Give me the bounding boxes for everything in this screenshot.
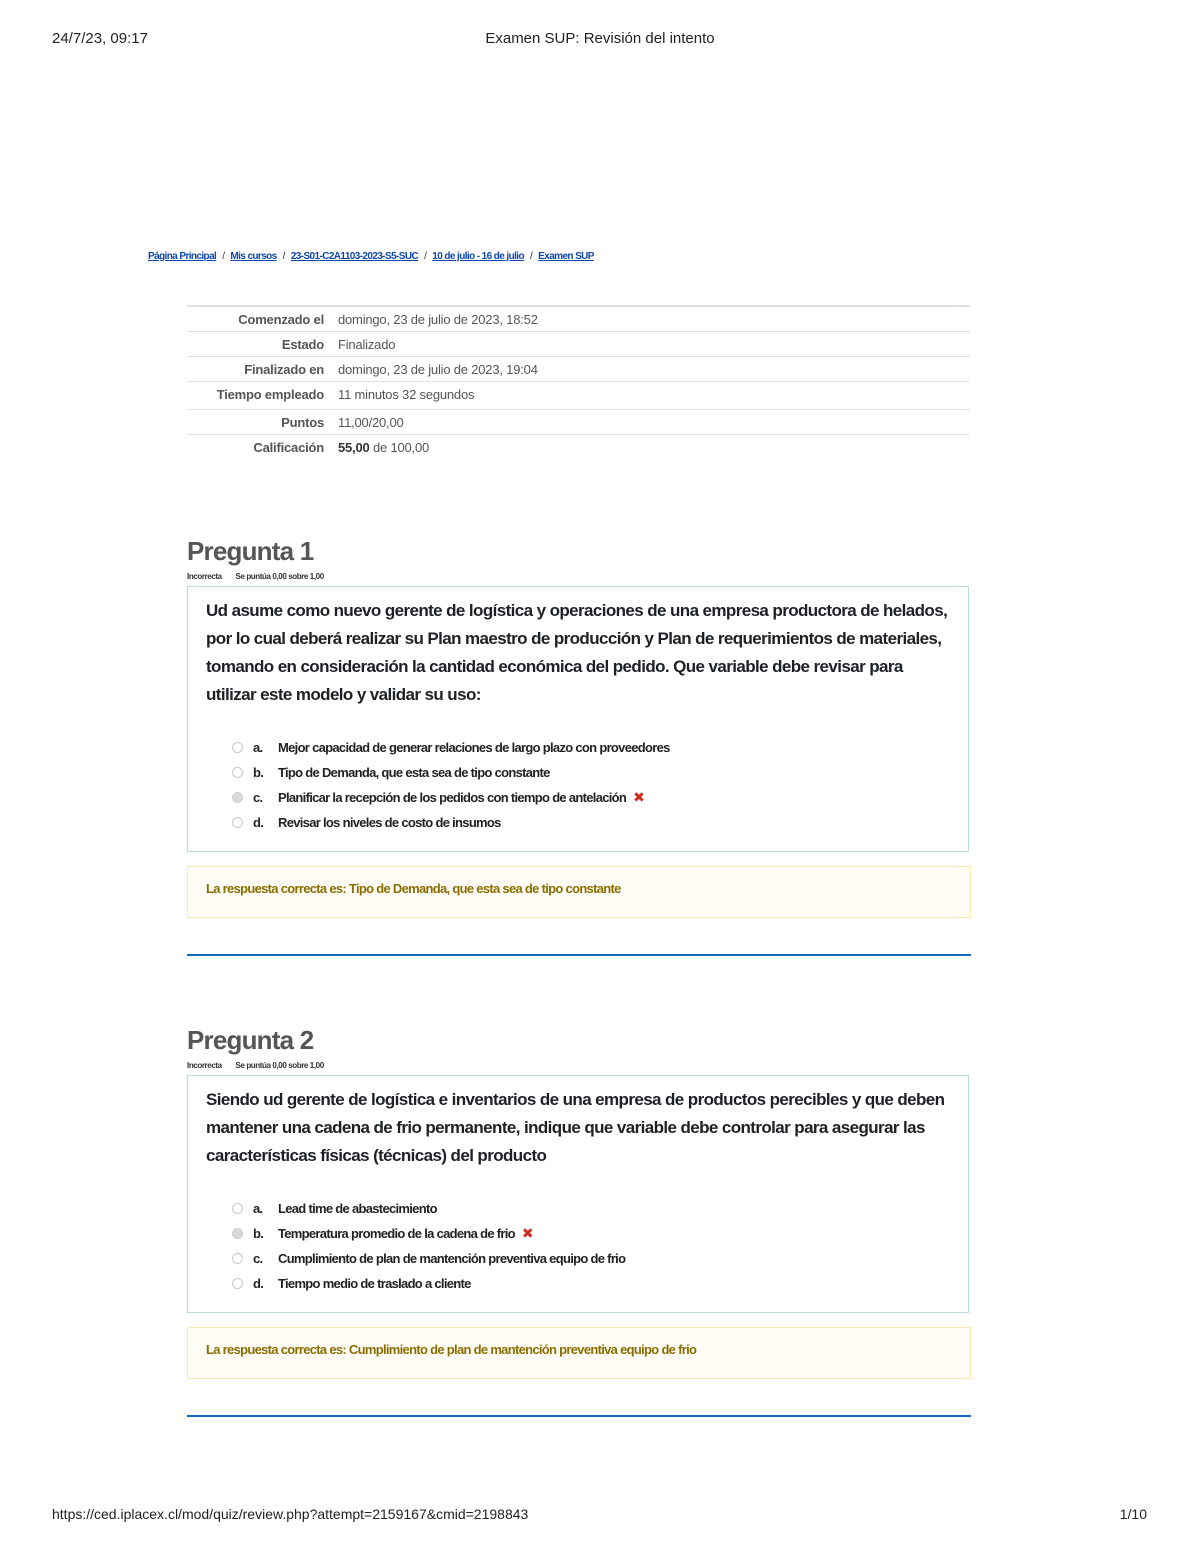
summary-value [336, 435, 970, 460]
summary-label: Comenzado el [238, 312, 324, 327]
answer-radio-selected[interactable] [232, 1228, 243, 1239]
print-footer [0, 1506, 1200, 1526]
answer-letter: a. [253, 740, 263, 755]
question-divider [187, 954, 971, 956]
question-mark: Se puntúa 0,00 sobre 1,00 [235, 1061, 324, 1070]
breadcrumb-separator: / [529, 251, 533, 262]
answer-letter: b. [253, 1226, 264, 1241]
answer-letter: d. [253, 1276, 264, 1291]
question-title: Pregunta 1 [187, 536, 314, 566]
answer-radio[interactable] [232, 1253, 243, 1264]
question-state: Incorrecta [187, 1061, 222, 1070]
summary-value: 11,00/20,00 [338, 415, 404, 430]
question-title: Pregunta 2 [187, 1025, 314, 1055]
attempt-summary-table [187, 305, 970, 459]
correct-answer-feedback: La respuesta correcta es: Cumplimiento de plan de mantención preventiva equipo de frio [187, 1327, 971, 1379]
answer-text: Cumplimiento de plan de mantención preventiva equipo de frio [278, 1251, 626, 1266]
print-page-number: 1/10 [1119, 1506, 1147, 1522]
answer-option-b [232, 1221, 950, 1246]
answer-text: Planificar la recepción de los pedidos con tiempo de antelación [278, 790, 627, 805]
answer-option-a [232, 735, 950, 760]
breadcrumb-separator: / [282, 251, 285, 262]
answer-radio[interactable] [232, 1278, 243, 1289]
summary-row-state [187, 332, 970, 357]
grade-score: 55,00 [338, 440, 370, 455]
question-formulation [187, 586, 969, 852]
answer-option-d [232, 1271, 950, 1296]
answer-text: Lead time de abastecimiento [278, 1201, 437, 1216]
print-date: 24/7/23, 09:17 [52, 30, 148, 47]
summary-label: Finalizado en [244, 362, 324, 377]
summary-row-started [187, 306, 970, 332]
question-divider [187, 1415, 971, 1417]
answer-text: Temperatura promedio de la cadena de frio [278, 1226, 515, 1241]
summary-value: Finalizado [338, 337, 396, 352]
breadcrumb-separator: / [424, 251, 427, 262]
summary-row-finished [187, 357, 970, 382]
question-text: Ud asume como nuevo gerente de logística y operaciones de una empresa productora de helados, por lo cual deberá realizar su Plan maestro de producción y Plan de requerimientos de materiales, tomando en consideración la cantidad económica del pedido. Que variable debe revisar para utilizar este modelo y validar su uso: [206, 601, 948, 704]
answer-letter: c. [253, 1251, 263, 1266]
incorrect-icon: ✖ [633, 789, 645, 805]
question-state: Incorrecta [187, 572, 222, 581]
answer-option-a [232, 1196, 950, 1221]
breadcrumb-my-courses-link[interactable]: Mis cursos [230, 251, 277, 262]
breadcrumb-home-link[interactable]: Página Principal [148, 251, 217, 262]
summary-row-grade [187, 435, 970, 460]
answer-option-d [232, 810, 950, 835]
summary-value: domingo, 23 de julio de 2023, 18:52 [338, 312, 538, 327]
answer-radio[interactable] [232, 817, 243, 828]
question-info [187, 1061, 971, 1071]
incorrect-icon: ✖ [521, 1225, 533, 1241]
summary-label: Calificación [253, 440, 324, 455]
summary-value: 11 minutos 32 segundos [338, 387, 475, 402]
answer-text: Mejor capacidad de generar relaciones de largo plazo con proveedores [278, 740, 670, 755]
question-formulation [187, 1075, 969, 1313]
answer-radio-selected[interactable] [232, 792, 243, 803]
question-2 [187, 1025, 971, 1417]
question-text: Siendo ud gerente de logística e inventarios de una empresa de productos perecibles y que deben mantener una cadena de frio permanente, indique que variable debe controlar para asegurar las características físicas (técnicas) del producto [206, 1090, 945, 1165]
answer-text: Tipo de Demanda, que esta sea de tipo constante [278, 765, 550, 780]
grade-out-of: de 100,00 [372, 440, 430, 455]
breadcrumb-quiz-link[interactable]: Examen SUP [538, 251, 594, 262]
summary-label: Estado [281, 337, 324, 352]
summary-row-time-taken [187, 382, 970, 410]
correct-answer-feedback: La respuesta correcta es: Tipo de Demanda, que esta sea de tipo constante [187, 866, 971, 918]
answer-radio[interactable] [232, 742, 243, 753]
answer-text: Tiempo medio de traslado a cliente [278, 1276, 471, 1291]
print-title: Examen SUP: Revisión del intento [485, 30, 715, 47]
question-1 [187, 536, 971, 956]
answer-option-b [232, 760, 950, 785]
breadcrumb [148, 251, 594, 262]
answer-text: Revisar los niveles de costo de insumos [278, 815, 501, 830]
question-mark: Se puntúa 0,00 sobre 1,00 [235, 572, 324, 581]
answer-option-c [232, 785, 950, 810]
print-header [0, 30, 1200, 50]
print-url: https://ced.iplacex.cl/mod/quiz/review.php?attempt=2159167&cmid=2198843 [52, 1506, 529, 1522]
answer-list [206, 735, 950, 835]
answer-radio[interactable] [232, 1203, 243, 1214]
breadcrumb-separator: / [222, 251, 225, 262]
answer-option-c [232, 1246, 950, 1271]
answer-radio[interactable] [232, 767, 243, 778]
breadcrumb-section-link[interactable]: 10 de julio - 16 de julio [432, 251, 524, 262]
answer-letter: c. [253, 790, 263, 805]
answer-letter: a. [253, 1201, 263, 1216]
answer-list [206, 1196, 950, 1296]
summary-row-marks [187, 410, 970, 435]
summary-label: Tiempo empleado [216, 387, 324, 402]
answer-letter: d. [253, 815, 264, 830]
answer-letter: b. [253, 765, 264, 780]
summary-label: Puntos [281, 415, 324, 430]
breadcrumb-course-link[interactable]: 23-S01-C2A1103-2023-S5-SUC [290, 251, 419, 262]
summary-value: domingo, 23 de julio de 2023, 19:04 [338, 362, 538, 377]
question-info [187, 572, 971, 582]
